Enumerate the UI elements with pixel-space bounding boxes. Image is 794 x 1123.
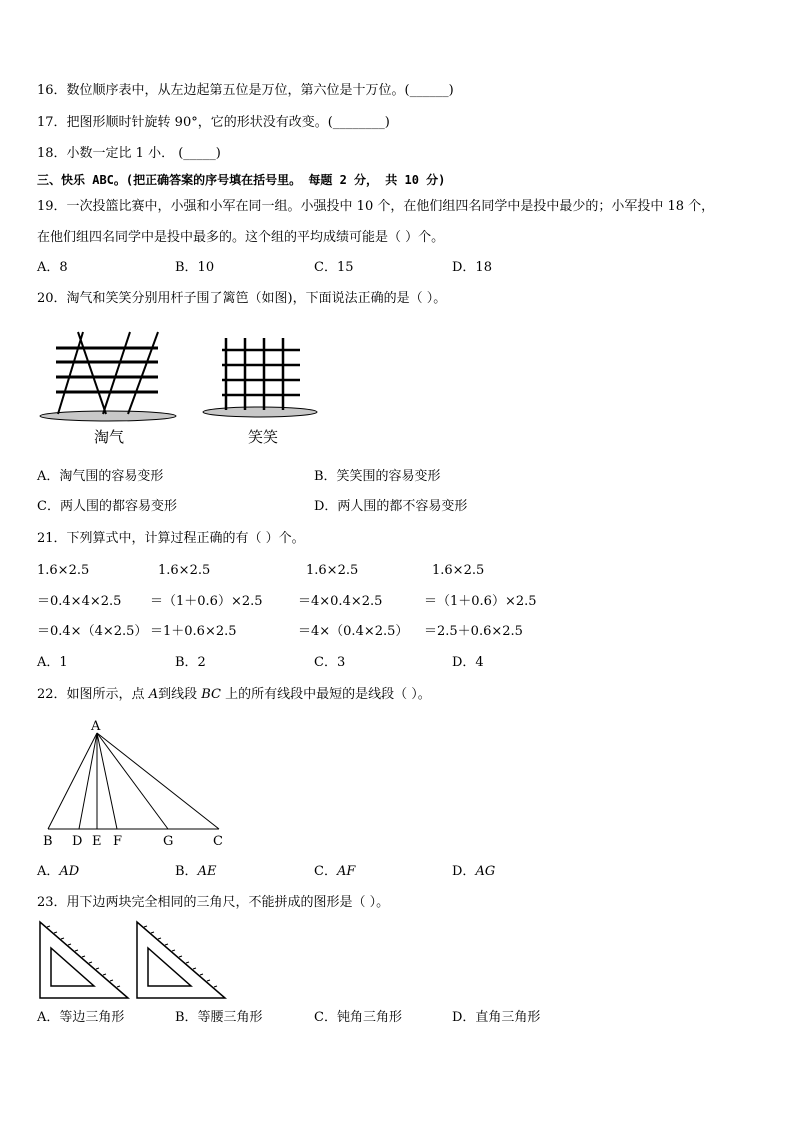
slanted-pole <box>58 332 83 414</box>
calc-1-line2: ＝0.4×4×2.5 <box>37 594 122 609</box>
question-20-stem: 20．淘气和笑笑分别用杆子围了篱笆（如图)，下面说法正确的是（ ）。 <box>37 291 447 306</box>
calc-3-line3: ＝4×（0.4×2.5） <box>298 624 409 639</box>
fence-base-left <box>40 411 176 421</box>
label-xiaoxiao: 笑笑 <box>248 428 279 446</box>
slanted-pole <box>78 332 106 414</box>
q19-option-c: C．15 <box>314 260 354 275</box>
q19-option-a: A．8 <box>37 260 68 275</box>
point-label-A: A <box>91 719 101 734</box>
q20-option-b: B．笑笑围的容易变形 <box>314 469 441 484</box>
q20-option-d: D．两人围的都不容易变形 <box>314 499 468 514</box>
fence-figure-xiaoxiao <box>200 330 340 452</box>
q22-option-a: A．AD <box>37 864 80 879</box>
q21-option-c: C．3 <box>314 655 346 670</box>
q21-option-a: A．1 <box>37 655 68 670</box>
q21-option-b: B．2 <box>175 655 206 670</box>
question-21-stem: 21．下列算式中，计算过程正确的有（ ）个。 <box>37 531 305 546</box>
calc-2-line2: ＝（1＋0.6）×2.5 <box>150 594 263 609</box>
calc-1-line1: 1.6×2.5 <box>37 563 90 578</box>
q23-option-c: C．钝角三角形 <box>314 1010 402 1025</box>
calc-4-line3: ＝2.5＋0.6×2.5 <box>424 624 523 639</box>
point-label-D: D <box>72 834 83 849</box>
q23-option-a: A．等边三角形 <box>37 1010 125 1025</box>
question-19-line1: 19．一次投篮比赛中，小强和小军在同一组。小强投中 10 个，在他们组四名同学中是投中最少的；小军投中 18 个， <box>37 199 715 214</box>
set-square-1 <box>40 922 128 998</box>
question-19-line2: 在他们组四名同学中是投中最多的。这个组的平均成绩可能是（ ）个。 <box>37 230 445 245</box>
calc-1-line3: ＝0.4×（4×2.5） <box>37 624 148 639</box>
q21-option-d: D．4 <box>452 655 484 670</box>
fence-base-right <box>203 407 317 417</box>
question-18: 18．小数一定比 1 小． (_____) <box>37 146 221 161</box>
q20-option-c: C．两人围的都容易变形 <box>37 499 177 514</box>
calc-2-line3: ＝1＋0.6×2.5 <box>150 624 237 639</box>
question-16: 16．数位顺序表中，从左边起第五位是万位，第六位是十万位。(______) <box>37 83 454 98</box>
point-label-E: E <box>92 834 102 849</box>
q20-option-a: A．淘气围的容易变形 <box>37 469 164 484</box>
fence-figure-taoqi <box>38 330 178 452</box>
slanted-pole <box>103 332 130 414</box>
section-3-heading: 三、快乐 ABC。(把正确答案的序号填在括号里。 每题 2 分， 共 10 分) <box>37 173 446 187</box>
calc-4-line2: ＝（1＋0.6）×2.5 <box>424 594 537 609</box>
point-label-B: B <box>43 834 53 849</box>
calc-3-line1: 1.6×2.5 <box>306 563 359 578</box>
question-22-stem: 22．如图所示，点 A到线段 BC 上的所有线段中最短的是线段（ ）。 <box>37 687 431 702</box>
segment-AC <box>97 733 219 829</box>
calc-3-line2: ＝4×0.4×2.5 <box>298 594 383 609</box>
label-taoqi: 淘气 <box>94 428 125 446</box>
set-square-figures <box>38 920 238 1002</box>
point-label-F: F <box>113 834 123 849</box>
q22-option-b: B．AE <box>175 864 217 879</box>
q19-option-d: D．18 <box>452 260 492 275</box>
slanted-pole <box>128 332 158 414</box>
segment-AD <box>79 733 97 829</box>
triangle-figure <box>38 716 238 852</box>
calc-2-line1: 1.6×2.5 <box>158 563 211 578</box>
question-23-stem: 23．用下边两块完全相同的三角尺，不能拼成的图形是（ ）。 <box>37 895 390 910</box>
calc-4-line1: 1.6×2.5 <box>432 563 485 578</box>
q23-option-b: B．等腰三角形 <box>175 1010 263 1025</box>
segment-AB <box>48 733 97 829</box>
question-17: 17．把图形顺时针旋转 90°，它的形状没有改变。(________) <box>37 115 390 130</box>
set-square-2 <box>137 922 225 998</box>
q22-option-c: C．AF <box>314 864 356 879</box>
point-label-G: G <box>163 834 174 849</box>
q19-option-b: B．10 <box>175 260 215 275</box>
segment-AF <box>97 733 117 829</box>
point-label-C: C <box>213 834 223 849</box>
q23-option-d: D．直角三角形 <box>452 1010 541 1025</box>
q22-option-d: D．AG <box>452 864 496 879</box>
